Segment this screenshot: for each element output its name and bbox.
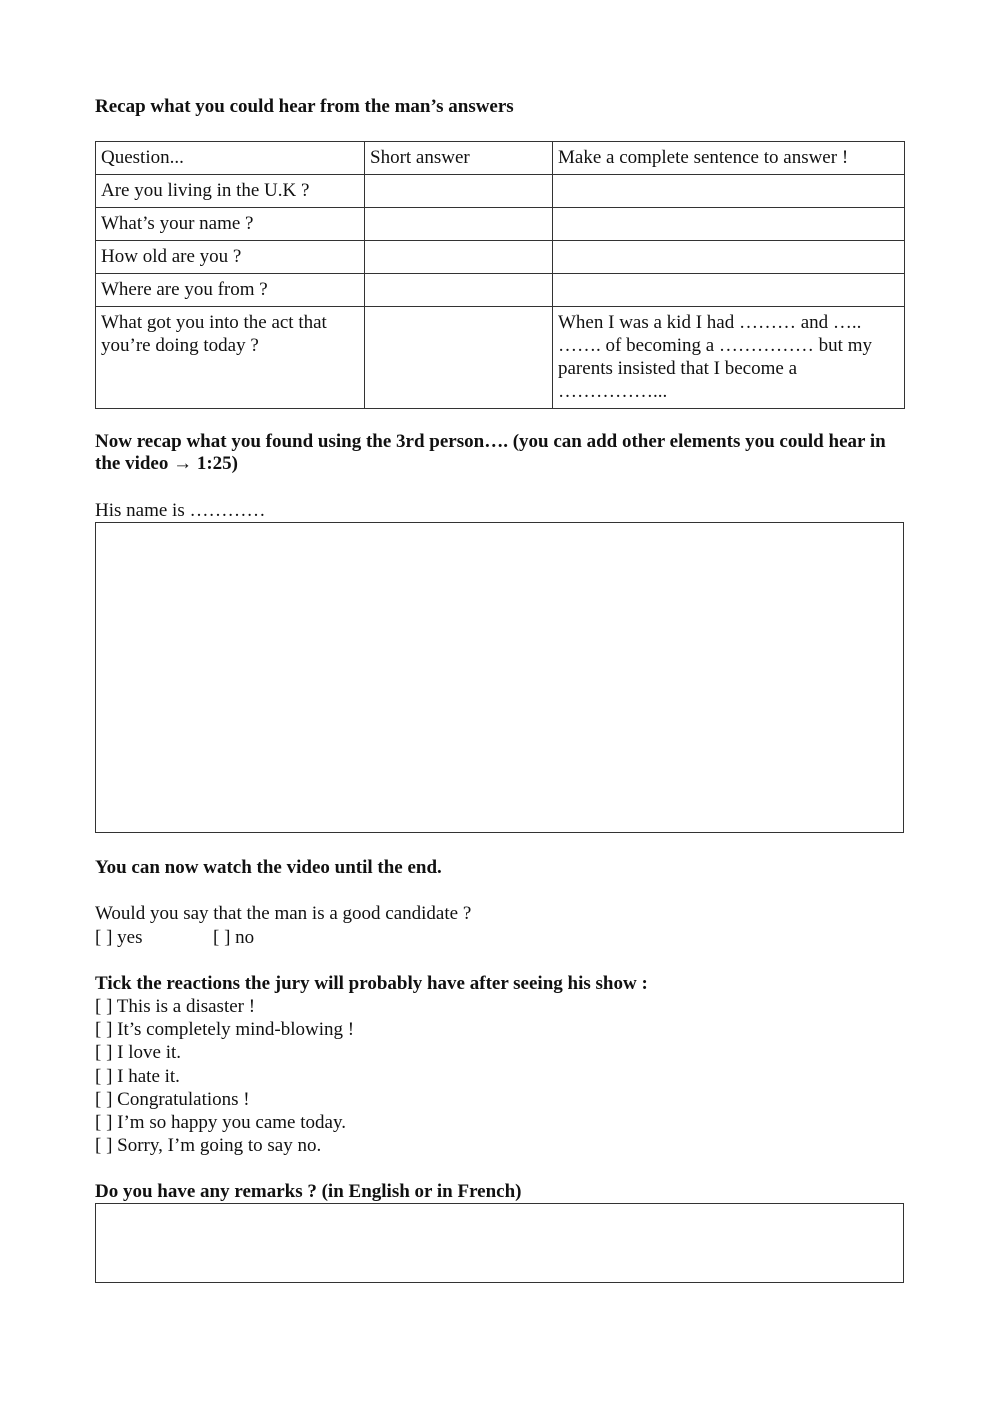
his-name-prompt: His name is ………… (95, 500, 266, 521)
jury-reactions-list (95, 995, 354, 1157)
reaction-item[interactable]: [ ] I’m so happy you came today. (95, 1112, 346, 1134)
table-header-row (96, 142, 905, 175)
question-cell: Where are you from ? (96, 274, 365, 307)
short-answer-cell[interactable] (365, 307, 553, 409)
table-row (96, 175, 905, 208)
section1-heading: Recap what you could hear from the man’s answers (95, 96, 514, 117)
short-answer-cell[interactable] (365, 241, 553, 274)
short-answer-cell[interactable] (365, 208, 553, 241)
question-cell: Are you living in the U.K ? (96, 175, 365, 208)
reaction-item[interactable]: [ ] Sorry, I’m going to say no. (95, 1135, 322, 1157)
option-no[interactable]: [ ] no (213, 927, 255, 948)
section4-heading: Tick the reactions the jury will probably have after seeing his show : (95, 973, 648, 994)
section2-heading: Now recap what you found using the 3rd person…. (you can add other elements you could hear in the video → 1:25) (95, 431, 886, 474)
header-short-answer: Short answer (365, 142, 553, 175)
third-person-answer-box[interactable] (95, 522, 904, 833)
candidate-question: Would you say that the man is a good candidate ? (95, 903, 472, 924)
reaction-item[interactable]: [ ] I hate it. (95, 1065, 180, 1087)
sentence-cell[interactable] (553, 208, 905, 241)
question-cell: How old are you ? (96, 241, 365, 274)
sentence-cell[interactable] (553, 274, 905, 307)
short-answer-cell[interactable] (365, 175, 553, 208)
sentence-cell[interactable] (553, 175, 905, 208)
sentence-cell[interactable] (553, 241, 905, 274)
table-row (96, 307, 905, 409)
section3-heading: You can now watch the video until the end. (95, 857, 442, 878)
reaction-item[interactable]: [ ] It’s completely mind-blowing ! (95, 1019, 355, 1041)
question-cell: What got you into the act that you’re doing today ? (96, 307, 365, 409)
reaction-item[interactable]: [ ] I love it. (95, 1042, 182, 1064)
yes-no-options (95, 926, 254, 949)
recap-table (95, 141, 905, 409)
table-row (96, 241, 905, 274)
header-question: Question... (96, 142, 365, 175)
table-row (96, 208, 905, 241)
section5-heading: Do you have any remarks ? (in English or in French) (95, 1181, 522, 1202)
option-yes[interactable]: [ ] yes (95, 927, 143, 948)
question-cell: What’s your name ? (96, 208, 365, 241)
remarks-answer-box[interactable] (95, 1203, 904, 1283)
header-complete-sentence: Make a complete sentence to answer ! (553, 142, 905, 175)
reaction-item[interactable]: [ ] Congratulations ! (95, 1088, 250, 1110)
table-row (96, 274, 905, 307)
reaction-item[interactable]: [ ] This is a disaster ! (95, 996, 256, 1017)
sentence-cell[interactable]: When I was a kid I had ……… and ….. ……. of becoming a …………… but my parents insisted that I become a ……………... (553, 307, 905, 409)
short-answer-cell[interactable] (365, 274, 553, 307)
